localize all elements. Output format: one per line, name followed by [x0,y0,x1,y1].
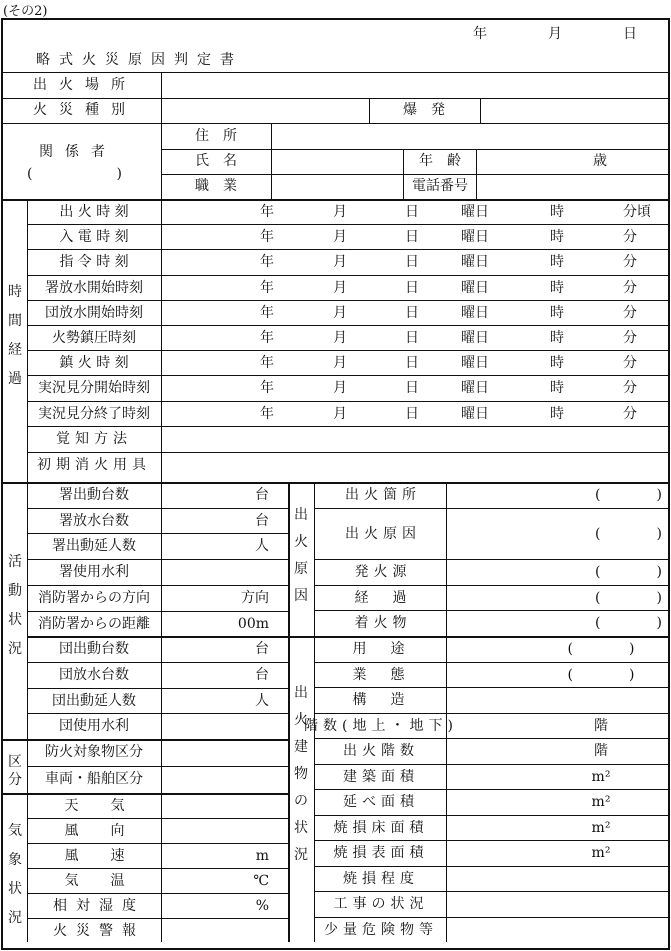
label-name: 氏 名 [195,153,237,169]
building-row-label: 工事の状況 [333,896,429,912]
time-col-month: 月 [333,304,347,321]
time-col-year: 年 [260,304,274,321]
cause-row-paren: ( ) [595,564,662,580]
label-fire-type: 火災種別 [33,102,137,118]
building-row-value: ( ) [567,641,635,657]
weather-row-label: 風 向 [64,823,134,839]
time-row-label: 署放水開始時刻 [45,279,143,296]
time-col-hour: 時 [550,355,564,372]
cause-row-paren: ( ) [595,487,662,503]
activity-row-label: 消防署からの方向 [38,589,150,606]
division-row-label: 防火対象物区分 [45,744,143,760]
building-row-label: 建築面積 [343,768,419,785]
activity-row-label: 団出動台数 [59,641,129,658]
activity-row-label: 団使用水利 [59,718,129,735]
time-col-end: 分 [623,405,637,422]
weather-row-label: 相対湿度 [53,898,145,914]
building-row-value: ( ) [567,666,635,683]
time-col-weekday: 曜日 [461,355,489,372]
section-time: 時 間 経 過 [8,284,22,387]
header-year: 年 [473,26,487,42]
time-col-day: 日 [405,355,419,372]
building-row-label: 階数(地上・地下) [304,717,458,734]
building-row-value: m² [591,768,611,785]
time-col-weekday: 曜日 [461,279,489,296]
building-row-label: 用 途 [352,641,410,657]
activity-row-unit: 台 [255,666,269,683]
activity-row-label: 署使用水利 [59,564,129,581]
time-row-label: 指 令 時 刻 [59,254,129,271]
section-division: 区 分 [8,754,22,788]
time-col-month: 月 [333,229,347,246]
time-col-end: 分 [623,304,637,321]
time-col-year: 年 [260,229,274,246]
section-cause: 出 火 原 因 [294,507,308,604]
activity-row-label: 団放水台数 [59,666,129,683]
time-col-month: 月 [333,405,347,422]
building-row-label: 焼損表面積 [333,845,429,861]
time-col-hour: 時 [550,279,564,296]
building-row-value: m² [591,845,611,861]
activity-row-unit: 人 [255,538,269,555]
time-col-day: 日 [405,204,419,220]
weather-row-label: 気 温 [64,873,134,889]
time-col-weekday: 曜日 [461,304,489,321]
label-parties-paren: ( ) [27,166,122,182]
time-col-day: 日 [405,279,419,296]
building-row-label: 構 造 [352,692,410,708]
cause-row-paren: ( ) [595,525,662,542]
building-row-label: 出火階数 [343,743,419,759]
label-detect-method: 覚知方法 [56,430,132,447]
time-col-day: 日 [405,304,419,321]
weather-row-unit: % [255,898,269,914]
building-row-label: 業 態 [352,666,410,683]
cause-row-label: 発火源 [354,564,412,580]
label-age: 年 齢 [419,153,461,169]
time-col-end: 分 [623,355,637,372]
cause-row-paren: ( ) [595,589,662,606]
time-col-end: 分 [623,380,637,397]
activity-row-label: 署放水台数 [59,512,129,529]
cause-row-label: 経 過 [354,589,412,606]
time-col-day: 日 [405,254,419,271]
form-title: 略式火災原因判定書 [36,52,243,68]
label-initial-extinguish: 初期消火用具 [37,456,151,473]
activity-row-label: 消防署からの距離 [38,615,150,632]
building-row-value: 階 [594,717,608,734]
time-row-label: 鎮 火 時 刻 [59,355,129,372]
weather-row-unit: ℃ [253,873,269,889]
cause-row-label: 出火箇所 [345,487,421,503]
building-row-label: 焼損床面積 [333,819,429,836]
building-row-label: 少量危険物等 [324,921,438,938]
label-phone: 電話番号 [412,178,468,194]
time-col-hour: 時 [550,204,564,220]
form-caption: (その2) [3,4,48,19]
time-col-weekday: 曜日 [461,254,489,271]
weather-row-label: 天 気 [64,798,134,814]
building-row-value: 階 [594,743,608,759]
activity-row-unit: 台 [255,641,269,658]
section-activity: 活 動 状 況 [8,554,22,657]
cause-row-label: 出火原因 [345,525,421,542]
label-age-unit: 歳 [593,153,607,169]
activity-row-unit: 方向 [241,589,269,606]
time-col-day: 日 [405,380,419,397]
time-col-end: 分 [623,254,637,271]
cause-row-label: 着火物 [354,615,412,631]
time-col-hour: 時 [550,405,564,422]
building-row-label: 焼損程度 [343,870,419,887]
time-col-year: 年 [260,330,274,346]
time-col-hour: 時 [550,330,564,346]
time-col-weekday: 曜日 [461,405,489,422]
label-address: 住 所 [195,128,237,144]
time-col-year: 年 [260,254,274,271]
time-col-day: 日 [405,330,419,346]
time-col-end: 分 [623,279,637,296]
activity-row-unit: 台 [255,487,269,503]
time-col-month: 月 [333,254,347,271]
time-col-hour: 時 [550,380,564,397]
activity-row-unit: 00m [237,615,269,632]
weather-row-label: 火災警報 [53,923,145,939]
activity-row-unit: 台 [255,512,269,529]
label-fire-location: 出火場所 [33,77,137,93]
division-row-label: 車両・船舶区分 [45,771,143,787]
time-row-label: 実況見分終了時刻 [38,405,150,422]
time-row-label: 出 火 時 刻 [59,204,129,220]
time-col-year: 年 [260,380,274,397]
time-row-label: 入 電 時 刻 [59,229,129,246]
time-col-hour: 時 [550,304,564,321]
weather-row-unit: m [255,848,269,864]
weather-row-label: 風 速 [64,848,134,864]
time-col-weekday: 曜日 [461,380,489,397]
time-col-weekday: 曜日 [461,204,489,220]
time-row-label: 火勢鎮圧時刻 [52,330,136,346]
time-col-weekday: 曜日 [461,330,489,346]
time-col-month: 月 [333,330,347,346]
time-col-weekday: 曜日 [461,229,489,246]
label-parties: 関係者 [39,144,117,160]
time-col-year: 年 [260,204,274,220]
time-col-year: 年 [260,405,274,422]
time-col-end: 分 [623,229,637,246]
time-col-year: 年 [260,279,274,296]
time-row-label: 団放水開始時刻 [45,304,143,321]
cause-row-paren: ( ) [595,615,662,631]
label-explosion: 爆 発 [403,102,445,118]
building-row-value: m² [591,819,611,836]
activity-row-label: 署出動延人数 [52,538,136,555]
time-row-label: 実況見分開始時刻 [38,380,150,397]
time-col-end: 分頃 [623,204,651,220]
time-col-end: 分 [623,330,637,346]
activity-row-label: 署出動台数 [59,487,129,503]
fire-cause-form [1,18,670,950]
time-col-day: 日 [405,405,419,422]
time-col-hour: 時 [550,254,564,271]
building-row-label: 延べ面積 [343,794,419,810]
section-weather: 気 象 状 況 [8,823,22,926]
time-col-year: 年 [260,355,274,372]
time-col-month: 月 [333,355,347,372]
time-col-day: 日 [405,229,419,246]
section-building: 出 火 建 物 の 状 況 [294,685,308,863]
header-month: 月 [548,26,562,42]
label-occupation: 職 業 [195,178,237,194]
activity-row-unit: 人 [255,692,269,709]
time-col-month: 月 [333,279,347,296]
time-col-month: 月 [333,380,347,397]
activity-row-label: 団出動延人数 [52,692,136,709]
building-row-value: m² [591,794,611,810]
header-day: 日 [623,26,637,42]
time-col-month: 月 [333,204,347,220]
time-col-hour: 時 [550,229,564,246]
